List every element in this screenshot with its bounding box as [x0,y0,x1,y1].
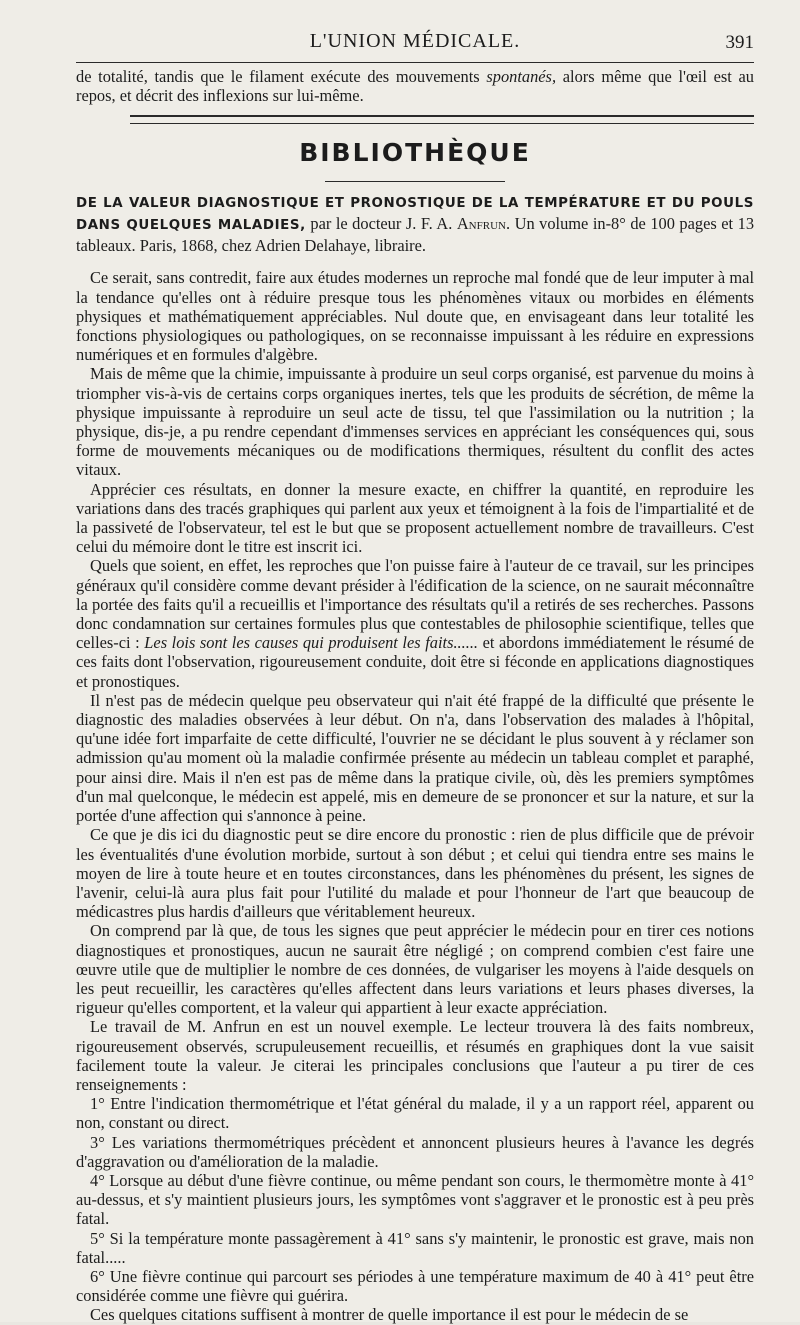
carryover-emphasis: spontanés, [486,67,557,86]
paragraph: Mais de même que la chimie, impuissante à produire un seul corps organisé, est parvenue du moins à triompher vis-à-vis de certains corps organiques inertes, tels que les produits de sécrétion, de même la physique impuissante à reproduire un seul acte de tissu, tel que l'assimilation ou la nutrition ; la physique, dis-je, a pu rendre cependant d'immenses services en appréciant les conséquences qui, sous forme de mouvements mécaniques ou de modifications thermiques, résultent du conflit des actes vitaux. [76,364,754,480]
conclusion-item: 1° Entre l'indication thermométrique et l'état général du malade, il y a un rapport réel, apparent ou non, constant ou direct. [76,1094,754,1133]
conclusions-list [76,1094,754,1305]
quoted-formula: Les lois sont les causes qui produisent les faits...... [144,633,479,653]
review-body [76,268,754,1324]
carryover-text-a: de totalité, tandis que le filament exécute des mouvements [76,67,487,86]
book-reference [76,192,754,256]
paragraph: Apprécier ces résultats, en donner la mesure exacte, en chiffrer la quantité, en reproduire les variations dans des tracés graphiques qui parlent aux yeux et témoignent à la fois de l'impartialité et de la passiveté de l'observateur, tel est le but que se proposent actuellement nombre de travailleurs. C'est celui du mémoire dont le titre est inscrit ici. [76,479,754,557]
book-title: DE LA VALEUR DIAGNOSTIQUE ET PRONOSTIQUE DE LA TEMPÉRATURE ET DU POULS DANS QUELQUES MALADIES, [76,196,754,234]
paragraph-text-a: Quels que soient, en effet, les reproches que l'on puisse faire à l'auteur de ce travail, sur les principes généraux qu'il considère comme devant présider à l'édification de la science, on ne saurait méconnaître la portée des faits qu'il a recueillis et l'importance des résultats qu'il a retirés de ses recherches. Passons donc condamnation sur certaines formules plus que contestables de philosophie scientifique, telles que celles-ci : [76,556,754,653]
paragraph: Ce serait, sans contredit, faire aux études modernes un reproche mal fondé que de leur imputer à mal la tendance qu'elles ont à réduire presque tous les phénomènes vitaux ou morbides en éléments physiques et mathématiquement appréciables. Nul doute que, en envisageant dans leur totalité les fonctions physiologiques ou pathologiques, on se reconnaisse impuissant à les réduire en expressions numériques et en formules d'algèbre. [76,268,754,365]
paragraph: Le travail de M. Anfrun en est un nouvel exemple. Le lecteur trouvera là des faits nombreux, rigoureusement observés, scrupuleusement recueillis, et résumés en graphiques dont la vue saisit facilement toute la valeur. Je citerai les principales conclusions que l'auteur a pu tirer de ces renseignements : [76,1017,754,1094]
closing-paragraph: Ces quelques citations suffisent à montrer de quelle importance il est pour le médecin de se [90,1305,689,1325]
page-header [76,22,754,62]
header-rule [76,62,754,63]
carryover-paragraph [76,67,754,105]
section-divider [130,115,754,124]
running-title: L'UNION MÉDICALE. [309,30,521,52]
page-number: 391 [725,32,754,53]
book-details: Un volume in-8° de 100 pages et 13 tableaux. Paris, 1868, chez Adrien Delahaye, libraire. [76,214,755,256]
paragraph-with-quote [76,556,754,690]
section-title: BIBLIOTHÈQUE [299,138,531,168]
conclusion-item: 6° Une fièvre continue qui parcourt ses périodes à une température maximum de 40 à 41° peut être considérée comme une fièvre qui guérira. [76,1266,754,1306]
title-rule [325,181,505,182]
conclusion-item: 4° Lorsque au début d'une fièvre continue, ou même pendant son cours, le thermomètre monte à 41° au-dessus, et s'y maintient plusieurs jours, les symptômes vont s'aggraver et le pronostic est à peu près fatal. [76,1170,754,1229]
conclusion-item: 5° Si la température monte passagèrement à 41° sans s'y maintenir, le pronostic est grave, mais non fatal..... [76,1228,754,1267]
book-author: Anfrun. [456,214,511,234]
paragraph: Ce que je dis ici du diagnostic peut se dire encore du pronostic : rien de plus difficile que de prévoir les éventualités d'une évolution morbide, surtout à son début ; et celui qui tiendra entre ses mains le moyen de lire à toute heure et en toutes circonstances, dans les phénomènes du présent, les signes de l'avenir, celui-là aura plus fait pour l'utilité du malade et pour l'honneur de l'art que beaucoup de médicastres plus hardis d'ailleurs que véritablement heureux. [76,825,754,922]
book-by: par le docteur J. F. A. [305,214,457,234]
conclusion-item: 3° Les variations thermométriques précèdent et annoncent plusieurs heures à l'avance les degrés d'aggravation ou d'amélioration de la maladie. [76,1132,754,1171]
paragraph: Il n'est pas de médecin quelque peu observateur qui n'ait été frappé de la difficulté que présente le diagnostic des maladies observées à leur début. On n'a, dans l'observation des malades à l'hôpital, qu'une idée fort imparfaite de cette difficulté, l'ouvrier ne se décidant le plus souvent à y réclamer son admission qu'au moment où la maladie confirmée présente au médecin un tableau complet et paraphé, pour ainsi dire. Mais il n'en est pas de même dans la pratique civile, où, dès les premiers symptômes d'un mal quelconque, le médecin est appelé, mis en demeure de se prononcer et sur la nature, et sur la portée d'une affection qui s'annonce à peine. [76,690,754,826]
paragraph: On comprend par là que, de tous les signes que peut apprécier le médecin pour en tirer ces notions diagnostiques et pronostiques, aucun ne saurait être négligé ; on comprend combien c'est faire une œuvre utile que de multiplier le nombre de ces données, de vulgariser les moyens à l'aide desquels on les peut recueillir, les caractères qu'elles affectent dans leurs variations et leurs phases diverses, la rigueur qu'elles comportent, et la valeur qui appartient à leur exacte appréciation. [76,921,754,1018]
carryover-text-c: alors même que l'œil est au repos, et décrit des inflexions sur lui-même. [76,67,754,106]
paragraph-text-c: et abordons immédiatement le résumé de ces faits dont l'observation, rigoureusement conduite, doit être si féconde en applications diagnostiques et pronostiques. [76,633,754,691]
